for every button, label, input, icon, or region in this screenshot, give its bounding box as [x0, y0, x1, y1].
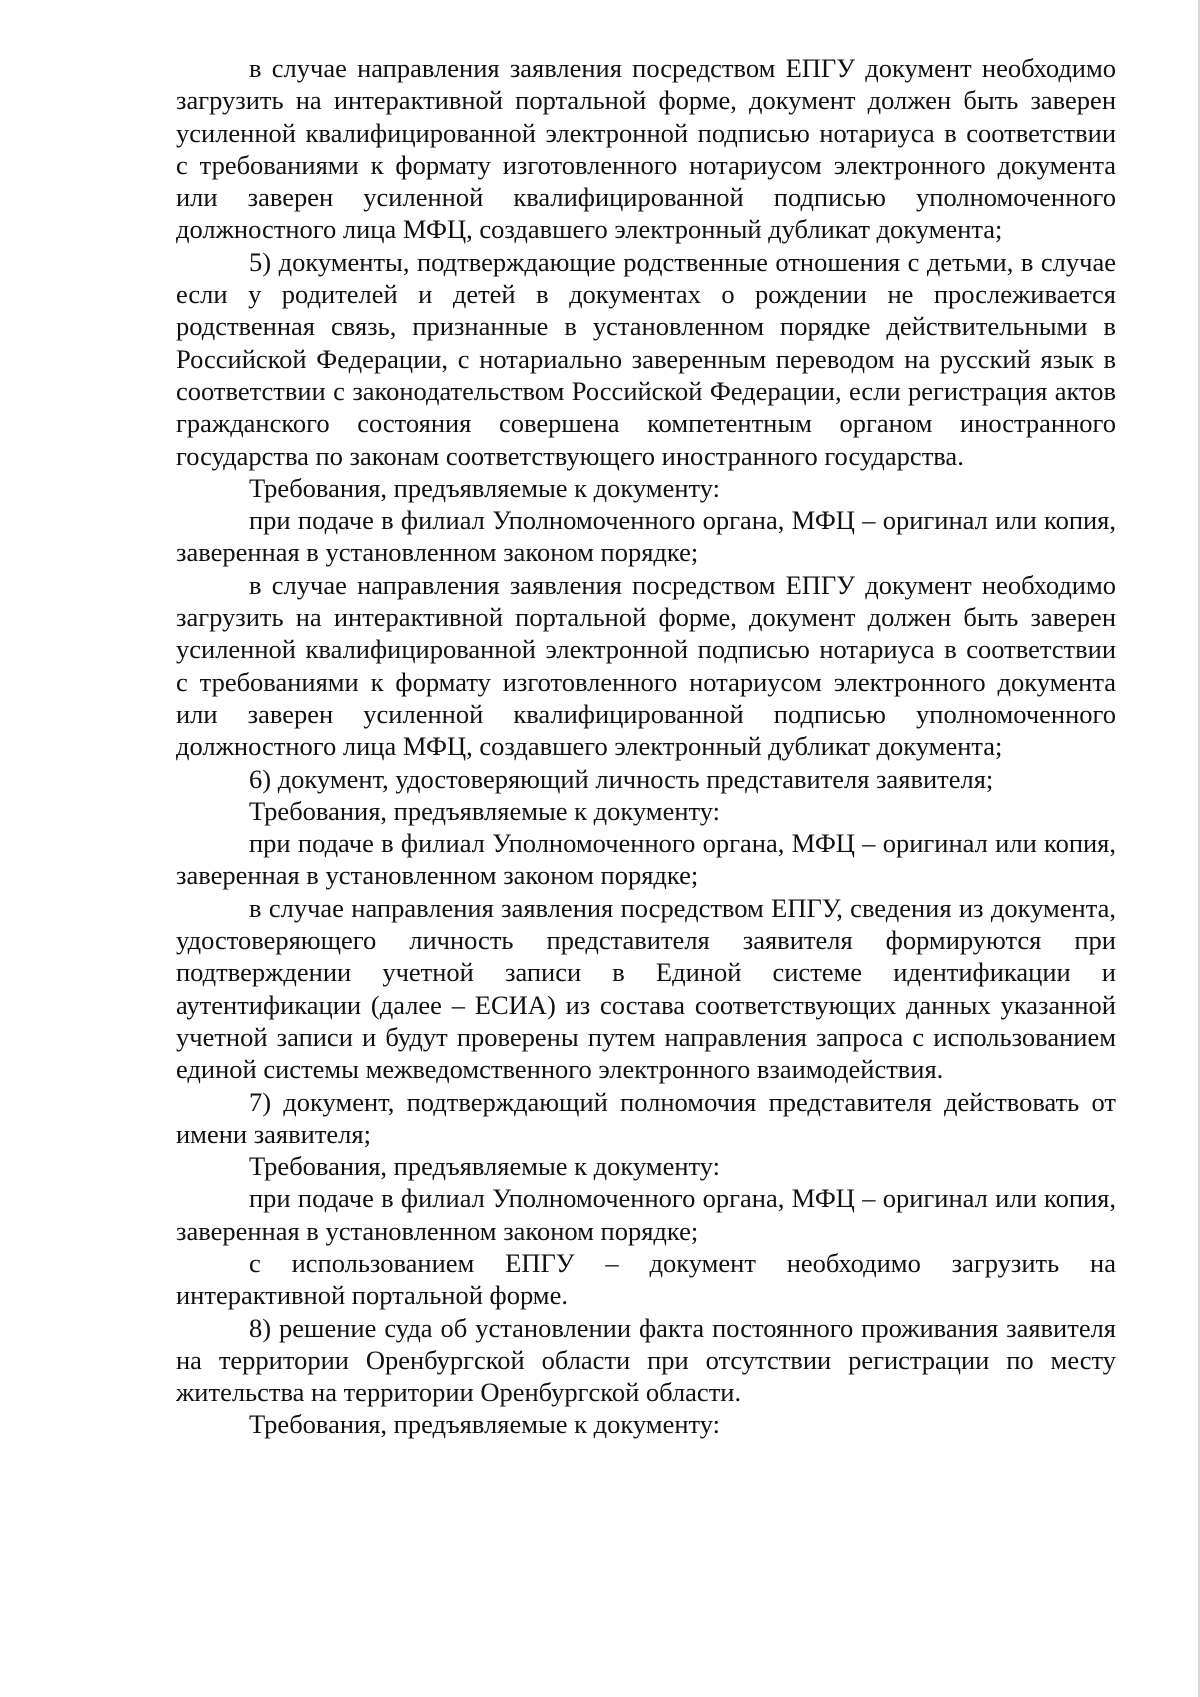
paragraph-requirements-heading-3: Требования, предъявляемые к документу: [249, 1151, 721, 1182]
paragraph-mfc-original-2: при подаче в филиал Уполномоченного органа, МФЦ – оригинал или копия, заверенная в установленном законом порядке; [176, 828, 1116, 891]
paragraph-epgu-upload-1: в случае направления заявления посредством ЕПГУ документ необходимо загрузить на интерактивной портальной форме, документ должен быть заверен усиленной квалифицированной электронной подписью нотариуса в соответствии с требованиями к формату изготовленного нотариусом электронного документа или заверен усиленной квалифицированной подписью уполномоченного должностного лица МФЦ, создавшего электронный дубликат документа; [176, 53, 1116, 245]
document-body [176, 52, 1116, 1441]
paragraph-item-5: 5) документы, подтверждающие родственные отношения с детьми, в случае если у родителей и детей в документах о рождении не прослеживается родственная связь, признанные в установленном порядке действительными в Российской Федерации, с нотариально заверенным переводом на русский язык в соответствии с законодательством Российской Федерации, если регистрация актов гражданского состояния совершена компетентным органом иностранного государства по законам соответствующего иностранного государства. [176, 246, 1116, 471]
paragraph-epgu-esia: в случае направления заявления посредством ЕПГУ, сведения из документа, удостоверяющего личность представителя заявителя формируются при подтверждении учетной записи в Единой системе идентификации и аутентификации (далее – ЕСИА) из состава соответствующих данных указанной учетной записи и будут проверены путем направления запроса с использованием единой системы межведомственного электронного взаимодействия. [176, 892, 1116, 1085]
paragraph-mfc-original-1: при подаче в филиал Уполномоченного органа, МФЦ – оригинал или копия, заверенная в установленном законом порядке; [176, 505, 1116, 568]
paragraph-epgu-upload-2: в случае направления заявления посредством ЕПГУ документ необходимо загрузить на интерактивной портальной форме, документ должен быть заверен усиленной квалифицированной электронной подписью нотариуса в соответствии с требованиями к формату изготовленного нотариусом электронного документа или заверен усиленной квалифицированной подписью уполномоченного должностного лица МФЦ, создавшего электронный дубликат документа; [176, 569, 1116, 762]
paragraph-mfc-original-3: при подаче в филиал Уполномоченного органа, МФЦ – оригинал или копия, заверенная в установленном законом порядке; [176, 1183, 1116, 1246]
paragraph-requirements-heading-4: Требования, предъявляемые к документу: [249, 1409, 721, 1440]
paragraph-requirements-heading-2: Требования, предъявляемые к документу: [249, 795, 721, 826]
paragraph-item-6: 6) документ, удостоверяющий личность представителя заявителя; [249, 763, 994, 794]
paragraph-epgu-upload-3: с использованием ЕПГУ – документ необходимо загрузить на интерактивной портальной форме. [176, 1247, 1116, 1311]
paragraph-item-7: 7) документ, подтверждающий полномочия представителя действовать от имени заявителя; [176, 1086, 1116, 1149]
paragraph-requirements-heading-1: Требования, предъявляемые к документу: [249, 472, 721, 503]
paragraph-item-8: 8) решение суда об установлении факта постоянного проживания заявителя на территории Оренбургской области при отсутствии регистрации по месту жительства на территории Оренбургской области. [176, 1312, 1116, 1408]
